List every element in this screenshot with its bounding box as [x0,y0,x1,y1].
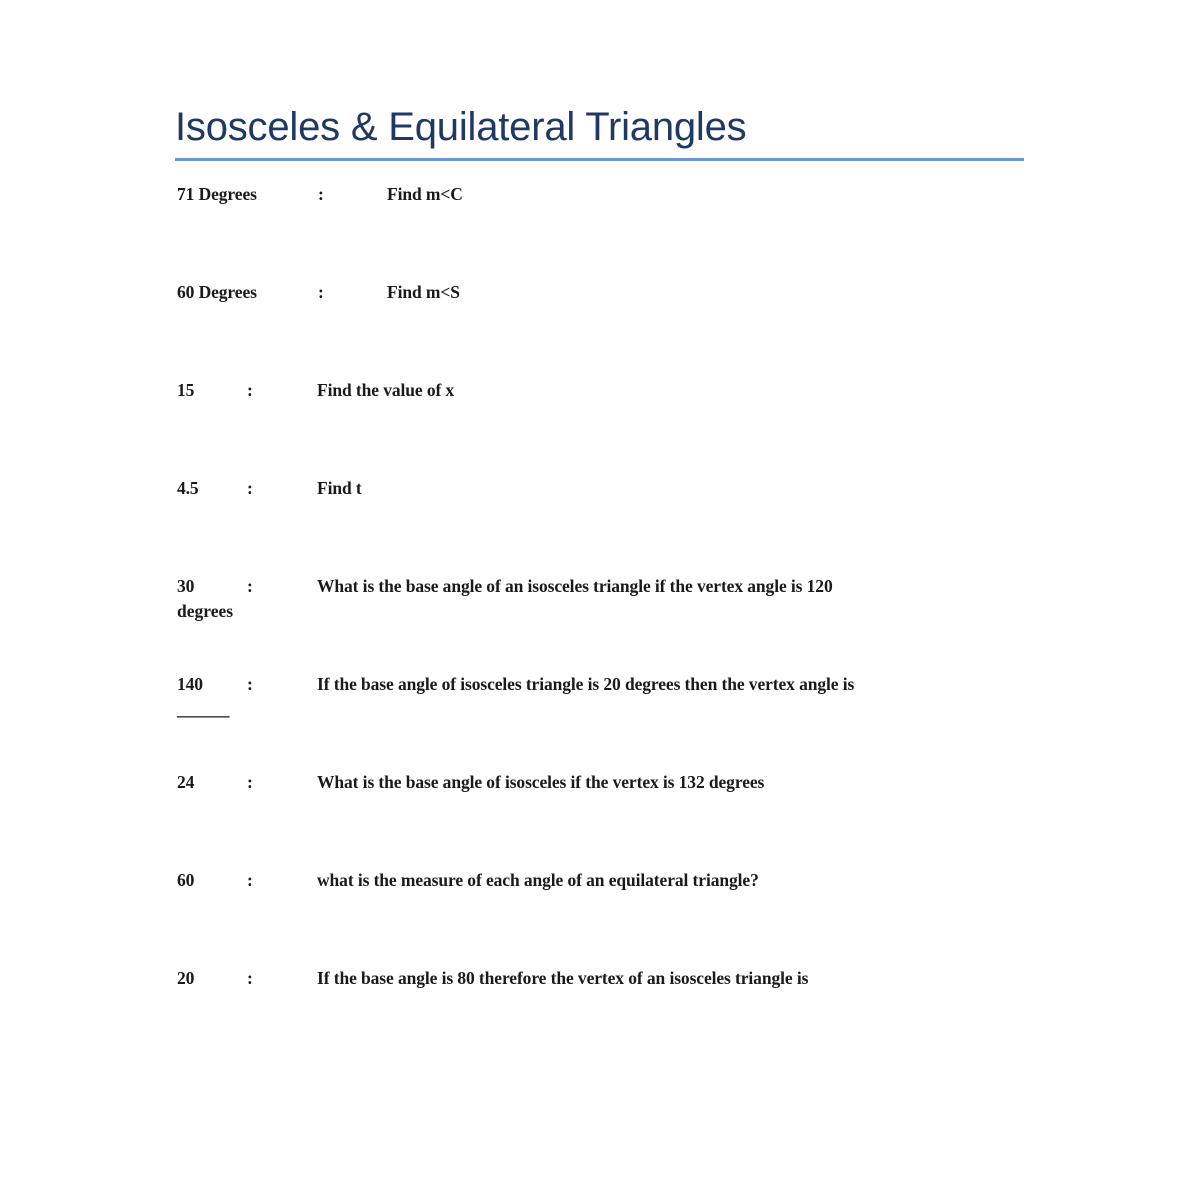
title-underline-rule [175,158,1024,161]
qa-separator: : [318,282,324,302]
qa-answer: 71 Degrees [177,184,257,204]
qa-row [0,378,1200,476]
qa-answer: 24 [177,772,195,792]
qa-answer: 30 [177,576,195,596]
qa-row [0,476,1200,574]
question-answer-list [0,182,1200,1064]
qa-question: What is the base angle of isosceles if the vertex is 132 degrees [317,772,765,792]
page-title: Isosceles & Equilateral Triangles [175,105,747,149]
qa-question: Find m<S [387,282,460,302]
qa-row [0,868,1200,966]
qa-answer: 4.5 [177,478,199,498]
qa-line [177,574,1035,599]
qa-question: If the base angle is 80 therefore the vertex of an isosceles triangle is [317,968,809,988]
qa-line [177,182,1035,207]
qa-separator: : [247,380,253,400]
qa-line [177,966,1035,991]
qa-separator: : [247,968,253,988]
qa-line [177,280,1035,305]
qa-row [0,182,1200,280]
qa-line [177,770,1035,795]
qa-row [0,574,1200,672]
qa-question: Find t [317,478,362,498]
qa-answer: 15 [177,380,195,400]
qa-line [177,672,1035,697]
qa-separator: : [247,674,253,694]
qa-question: Find the value of x [317,380,455,400]
qa-question-continuation: degrees [177,601,234,621]
qa-question: If the base angle of isosceles triangle is 20 degrees then the vertex angle is [317,674,855,694]
qa-line [177,378,1035,403]
qa-answer: 60 Degrees [177,282,257,302]
qa-row [0,966,1200,1064]
qa-separator: : [247,772,253,792]
qa-separator: : [247,478,253,498]
qa-question: what is the measure of each angle of an equilateral triangle? [317,870,759,890]
qa-line [177,476,1035,501]
qa-answer: 140 [177,674,203,694]
qa-separator: : [247,576,253,596]
answer-blank: ______ [177,699,230,719]
qa-question: Find m<C [387,184,463,204]
qa-question: What is the base angle of an isosceles triangle if the vertex angle is 120 [317,576,833,596]
qa-separator: : [318,184,324,204]
qa-line [177,868,1035,893]
qa-row [0,280,1200,378]
qa-row [0,770,1200,868]
qa-row [0,672,1200,770]
qa-answer: 20 [177,968,195,988]
qa-separator: : [247,870,253,890]
qa-answer: 60 [177,870,195,890]
